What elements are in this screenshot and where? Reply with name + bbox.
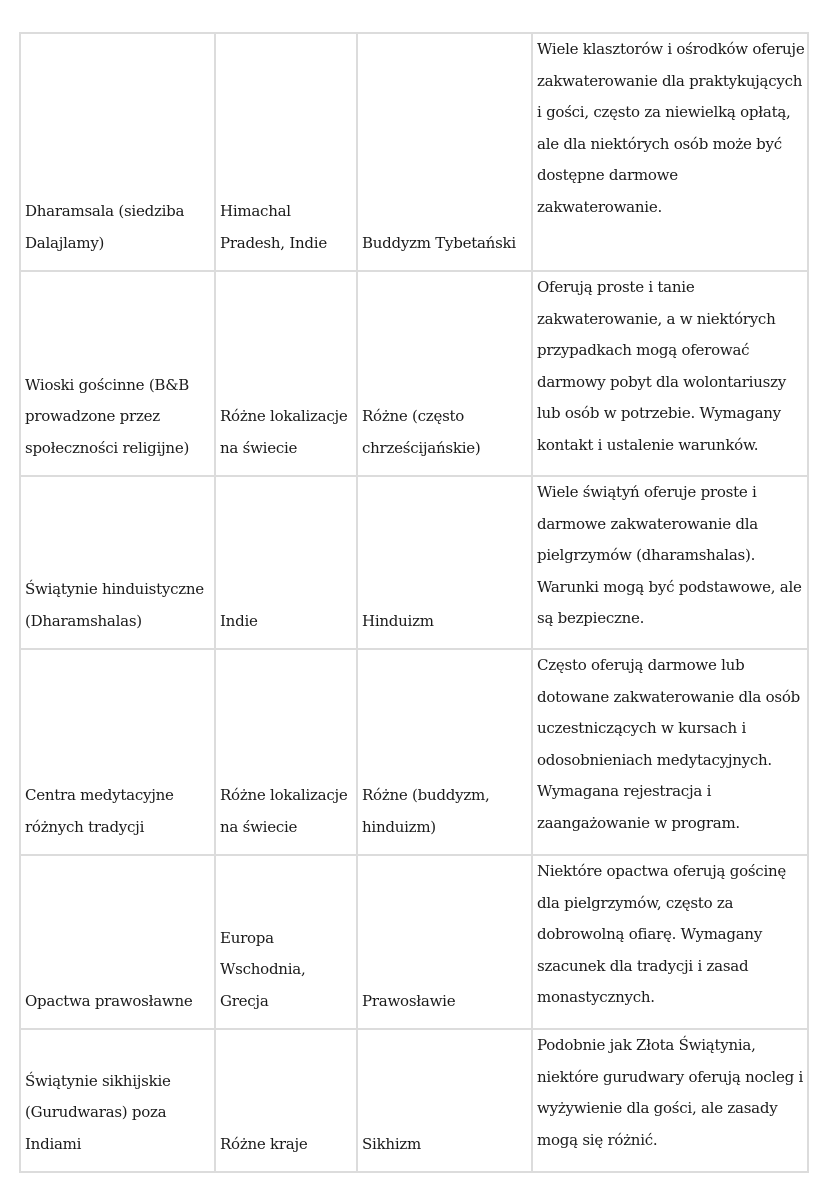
location-cell — [215, 33, 357, 271]
description-text: Wiele klasztorów i ośrodków oferuje zakwaterowanie dla praktykujących i gości, często za niewielką opłatą, ale dla niektórych osób może być dostępne darmowe zakwaterowanie. — [537, 40, 805, 216]
table-row — [20, 476, 808, 649]
location-cell — [215, 649, 357, 855]
description-text: Często oferują darmowe lub dotowane zakwaterowanie dla osób uczestniczących w kursach i odosobnieniach medytacyjnych. Wymagana rejestracja i zaangażowanie w program. — [537, 656, 800, 832]
religion-text: Różne (buddyzm, hinduizm) — [362, 786, 490, 836]
location-text: Różne lokalizacje na świecie — [220, 407, 348, 457]
location-text: Różne kraje — [220, 1134, 308, 1153]
table-row — [20, 649, 808, 855]
table-row — [20, 1029, 808, 1172]
religion-cell — [357, 649, 532, 855]
description-cell — [532, 271, 808, 476]
location-text: Himachal Pradesh, Indie — [220, 202, 327, 252]
place-text: Wioski gościnne (B&B prowadzone przez społeczności religijne) — [25, 375, 190, 457]
description-cell — [532, 476, 808, 649]
place-text: Centra medytacyjne różnych tradycji — [25, 786, 174, 836]
place-cell — [20, 855, 215, 1029]
location-text: Europa Wschodnia, Grecja — [220, 928, 306, 1010]
location-cell — [215, 1029, 357, 1172]
religion-cell — [357, 1029, 532, 1172]
religion-text: Hinduizm — [362, 611, 434, 630]
table-row — [20, 271, 808, 476]
place-cell — [20, 271, 215, 476]
location-cell — [215, 855, 357, 1029]
description-cell — [532, 1029, 808, 1172]
religion-text: Buddyzm Tybetański — [362, 233, 516, 252]
location-cell — [215, 476, 357, 649]
description-text: Niektóre opactwa oferują gościnę dla pielgrzymów, często za dobrowolną ofiarę. Wymagany szacunek dla tradycji i zasad monastycznych. — [537, 862, 787, 1006]
place-cell — [20, 649, 215, 855]
place-cell — [20, 476, 215, 649]
religion-text: Prawosławie — [362, 991, 456, 1010]
place-text: Świątynie sikhijskie (Gurudwaras) poza Indiami — [25, 1071, 171, 1153]
location-text: Różne lokalizacje na świecie — [220, 786, 348, 836]
location-cell — [215, 271, 357, 476]
place-text: Świątynie hinduistyczne (Dharamshalas) — [25, 580, 204, 630]
place-cell — [20, 33, 215, 271]
accommodation-table — [19, 32, 809, 1173]
description-text: Oferują proste i tanie zakwaterowanie, a w niektórych przypadkach mogą oferować darmowy pobyt dla wolontariuszy lub osób w potrzebie. Wymagany kontakt i ustalenie warunków. — [537, 278, 786, 454]
religion-cell — [357, 855, 532, 1029]
description-cell — [532, 649, 808, 855]
location-text: Indie — [220, 611, 258, 630]
religion-cell — [357, 271, 532, 476]
religion-cell — [357, 33, 532, 271]
religion-text: Sikhizm — [362, 1134, 421, 1153]
place-text: Dharamsala (siedziba Dalajlamy) — [25, 202, 185, 252]
place-text: Opactwa prawosławne — [25, 991, 193, 1010]
religion-text: Różne (często chrześcijańskie) — [362, 407, 481, 457]
religion-cell — [357, 476, 532, 649]
description-cell — [532, 855, 808, 1029]
table-row — [20, 33, 808, 271]
place-cell — [20, 1029, 215, 1172]
table-row — [20, 855, 808, 1029]
description-text: Wiele świątyń oferuje proste i darmowe zakwaterowanie dla pielgrzymów (dharamshalas). Warunki mogą być podstawowe, ale są bezpieczne. — [537, 483, 802, 627]
description-text: Podobnie jak Złota Świątynia, niektóre gurudwary oferują nocleg i wyżywienie dla gości, ale zasady mogą się różnić. — [537, 1036, 804, 1149]
description-cell — [532, 33, 808, 271]
